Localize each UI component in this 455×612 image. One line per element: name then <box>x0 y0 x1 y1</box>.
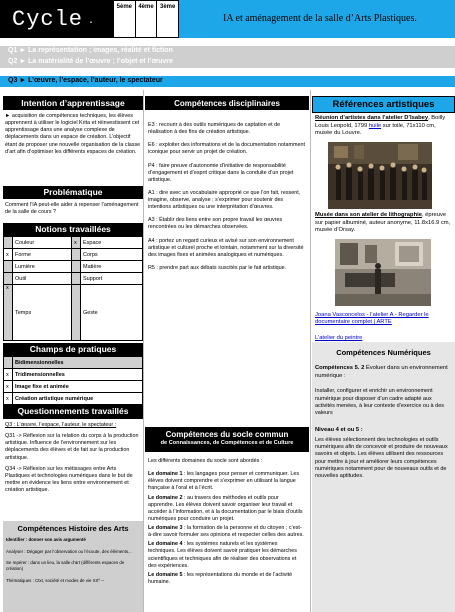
champs-table <box>3 356 143 405</box>
socle-body <box>145 452 309 586</box>
competence-item: A4 : portez un regard curieux et avisé sur son environnement artistique et culturel proche et lointain, notamment sur la diversité des images fixes et animées analogiques et numériques. <box>148 237 304 258</box>
competence-item: R5 : prendre part aux débats suscités par le fait artistique. <box>148 264 287 271</box>
champ-check[interactable]: x <box>4 393 13 405</box>
socle-item-text: : les représentations du monde et de l’activité humaine. <box>148 571 293 585</box>
notion-check[interactable] <box>4 273 13 285</box>
notions-table <box>3 236 143 341</box>
numeriques-c52 <box>312 357 455 380</box>
notion-check[interactable]: x <box>4 249 13 261</box>
question-bar-q1: Q1 ► La représentation ; images, réalité et fiction <box>0 46 455 57</box>
numeriques-niveau-text: Les élèves sélectionnent des technologies et outils numériques afin de concevoir et produire de nouveaux savoirs et objets. Les élèves utilisent des ressources pour mettre à jour et améliorer leurs compétences numériques notamment pour de nouveaux outils et de nouvelles aptitudes. <box>315 436 448 480</box>
champ-row <box>4 393 143 405</box>
notion-label: Espace <box>81 237 143 249</box>
intention-text: ► acquisition de compétences techniques, les élèves apprennent à utiliser le logiciel Krita et réinvestissent cet apprentissage dans une analyse complexe de déplacements dans un espace de création. L’objectif étant de proposer une nouvelle organisation de la classe d’art afin d’optimiser les différents espaces de création. <box>5 113 141 155</box>
champ-check[interactable] <box>4 357 13 369</box>
notion-check[interactable] <box>72 285 81 341</box>
notion-check[interactable] <box>4 237 13 249</box>
left-column <box>3 96 143 583</box>
socle-item <box>148 471 306 492</box>
reference-1-text: , Boilly Louis Leopold, 1799 <box>315 115 446 129</box>
histoire-arts-block <box>3 521 143 612</box>
numeriques-niveau-label: Niveau 4 et ou 5 : <box>315 427 363 434</box>
champ-label: Tridimensionnelles <box>13 369 143 381</box>
reference-2-text: , épreuve sur papier albuminé, auteur anonyme, 11.8x16.9 cm, musée d’Orsay. <box>315 211 451 234</box>
level-4: 4ème <box>136 1 158 37</box>
notion-check[interactable] <box>72 249 81 261</box>
notion-label: Forme <box>13 249 72 261</box>
reference-4-link[interactable]: L’atelier du peintre <box>315 335 363 342</box>
champ-check[interactable]: x <box>4 381 13 393</box>
reference-3 <box>312 306 455 327</box>
socle-heading: Compétences du socle commun <box>165 430 289 439</box>
champ-check[interactable]: x <box>4 369 13 381</box>
questionnements-heading: Questionnements travaillés <box>3 405 143 419</box>
numeriques-block <box>312 342 455 612</box>
socle-subheading: de Connaissances, de Compétences et de Culture <box>160 440 294 446</box>
questionnements-q34: Q34 -> Réflexion sur les métissages entre Arts Plastiques et technologies numériques dans le but de mettre en évidence les liens entre environnement et création artistique. <box>5 465 133 493</box>
notion-label: Outil <box>13 273 72 285</box>
competence-item: P4 : faire preuve d’autonomie d’initiative de responsabilité d’engagement et d’esprit critique dans la conduite d’un projet artistique. <box>148 162 294 183</box>
socle-item <box>148 495 306 524</box>
question-bar-q2: Q2 ► La matérialité de l’œuvre ; l’objet et l’œuvre <box>0 57 455 68</box>
histoire-list <box>3 533 143 584</box>
reference-1-link[interactable]: huile <box>368 122 382 129</box>
questionnements-q31: Q31 -> Réflexion sur la relation du corps à la production artistique. Influence de l’environnement sur les déplacements des élèves et de fait sur la production artistique. <box>5 433 139 461</box>
champ-label: Image fixe et animée <box>13 381 143 393</box>
socle-header <box>145 427 309 452</box>
disciplinaires-list <box>145 110 309 427</box>
numeriques-heading: Compétences Numériques <box>336 348 431 357</box>
numeriques-c52-detail: Installer, configurer et enrichir un environnement numérique pour disposer d’un cadre adapté aux activités menées, à leur contexte d’exercice ou à des valeurs <box>315 388 445 417</box>
notion-label: Corps <box>81 249 143 261</box>
level-5: 5ème <box>114 1 136 37</box>
socle-item-label: Le domaine 5 <box>148 571 183 578</box>
champs-heading: Champs de pratiques <box>3 343 143 356</box>
reference-2 <box>312 209 455 235</box>
question-bar-q3: Q3 ► L’œuvre, l’espace, l’auteur, le spectateur <box>0 76 455 87</box>
problematique-heading: Problématique <box>3 186 143 199</box>
notion-label: Temps <box>13 285 72 341</box>
column-divider <box>310 90 311 612</box>
socle-item-text: : les langages pour penser et communiquer. Les élèves doivent comprendre et s’exprimer en utilisant la langue française à l’oral et à l’écrit. <box>148 471 300 492</box>
notion-label: Couleur <box>13 237 72 249</box>
competence-item: A1 : dire avec un vocabulaire approprié ce que l’on fait, ressent, imagine, observe, analyse ; s’exprimer pour soutenir des intentions artistiques ou une interprétation d’œuvres. <box>148 189 301 211</box>
notions-heading: Notions travaillées <box>3 223 143 236</box>
notion-label: Matière <box>81 261 143 273</box>
photo-atelier-lithographie <box>335 239 431 306</box>
notion-row <box>4 285 143 341</box>
notion-check[interactable]: x <box>72 237 81 249</box>
socle-item-text: : au travers des méthodes et outils pour apprendre. Les élèves doivent savoir organiser leur travail et accéder à l’information, et à la documentation par le biais d’outils numériques pour conduire un projet. <box>148 494 303 522</box>
notion-check[interactable] <box>72 261 81 273</box>
socle-item-label: Le domaine 3 <box>148 525 183 531</box>
problematique-text: Comment l’IA peut-elle aider à repenser l’aménagement de la salle de cours ? <box>5 202 139 216</box>
socle-intro: Les différents domaines du socle sont abordés : <box>148 458 263 464</box>
references-heading: Références artistiques <box>312 96 455 113</box>
socle-item-label: Le domaine 1 <box>148 471 183 478</box>
histoire-heading: Compétences Histoire des Arts <box>17 524 129 533</box>
intention-heading: Intention d’apprentissage <box>3 96 143 110</box>
notion-row <box>4 273 143 285</box>
notion-row <box>4 237 143 249</box>
questionnements-title: Q3 : L’œuvre, l’espace, l’auteur, le spectateur : <box>5 422 117 428</box>
histoire-item: Thématiques : Ctxt, société et modes de vie XXº – <box>6 577 104 583</box>
notion-check[interactable] <box>72 273 81 285</box>
competence-item: A3 : Établir des liens entre son propre travail les œuvres rencontrées ou les démarches observées. <box>148 217 283 231</box>
histoire-item: Identifier : donner son avis argumenté <box>6 537 86 542</box>
notion-row <box>4 261 143 273</box>
questionnements-body <box>3 419 143 494</box>
right-column <box>312 96 455 480</box>
histoire-item: Analyser : Dégager par l’observation ou l’écoute, des éléments... <box>6 548 132 554</box>
champ-label: Création artistique numérique <box>13 393 143 405</box>
notion-label: Support <box>81 273 143 285</box>
reference-4 <box>312 327 455 343</box>
cycle-label: Cycle · <box>0 0 113 38</box>
level-3: 3ème <box>160 4 176 10</box>
socle-item <box>148 541 306 570</box>
notion-check[interactable] <box>4 261 13 273</box>
socle-item-text: : les systèmes naturels et les systèmes techniques. Les élèves doivent savoir pratiquer les démarches scientifiques et techniques afin de réaliser des observations et des expériences. <box>148 541 297 569</box>
column-divider <box>143 90 144 612</box>
champ-row <box>4 381 143 393</box>
reference-1-title: Réunion d’artistes dans l’atelier D’Isabey <box>315 115 429 121</box>
socle-item-text: : la formation de la personne et du citoyen ; c’est-à-dire savoir formuler ses opinions et respecter celles des autres. <box>148 525 304 539</box>
notion-label: Lumière <box>13 261 72 273</box>
notion-check[interactable]: x <box>4 285 13 341</box>
reference-3-link[interactable]: Joana Vasconcelos - l’atelier A - Regarder le documentaire complet | ARTE <box>315 311 429 326</box>
numeriques-c52-text: Évoluer dans un environnement numérique : <box>315 365 448 379</box>
competence-item: E3 : recourir à des outils numériques de captation et de réalisation à des fins de création artistique. <box>148 122 281 136</box>
page-title: IA et aménagement de la salle d’Arts Plastiques. <box>179 0 455 38</box>
painting-atelier-isabey <box>328 142 432 209</box>
notion-row <box>4 249 143 261</box>
reference-1 <box>312 113 455 138</box>
socle-item-label: Le domaine 2 <box>148 494 183 501</box>
socle-item <box>148 525 306 539</box>
level-selector <box>113 0 179 38</box>
cycle-text: Cycle <box>12 7 84 32</box>
competence-item: E6 : exploiter des informations et de la documentation notamment iconique pour servir un projet de création. <box>148 142 306 156</box>
champ-row <box>4 369 143 381</box>
histoire-item: Se repérer : dans un lieu, la salle d’art (différents espaces de création) <box>6 560 125 572</box>
socle-item <box>148 572 306 586</box>
champ-label: Bidimensionnelles <box>13 357 143 369</box>
numeriques-c52-label: Compétences 5. 2 <box>315 365 365 371</box>
middle-column <box>145 96 309 612</box>
reference-2-title: Musée dans son atelier de lithographie <box>315 211 422 218</box>
champ-row <box>4 357 143 369</box>
reference-1-text-end: sur toile, 71x110 cm, musée du Louvre. <box>315 122 436 137</box>
disciplinaires-heading: Compétences disciplinaires <box>145 96 309 110</box>
socle-item-label: Le domaine 4 <box>148 541 183 548</box>
notion-label: Geste <box>81 285 143 341</box>
